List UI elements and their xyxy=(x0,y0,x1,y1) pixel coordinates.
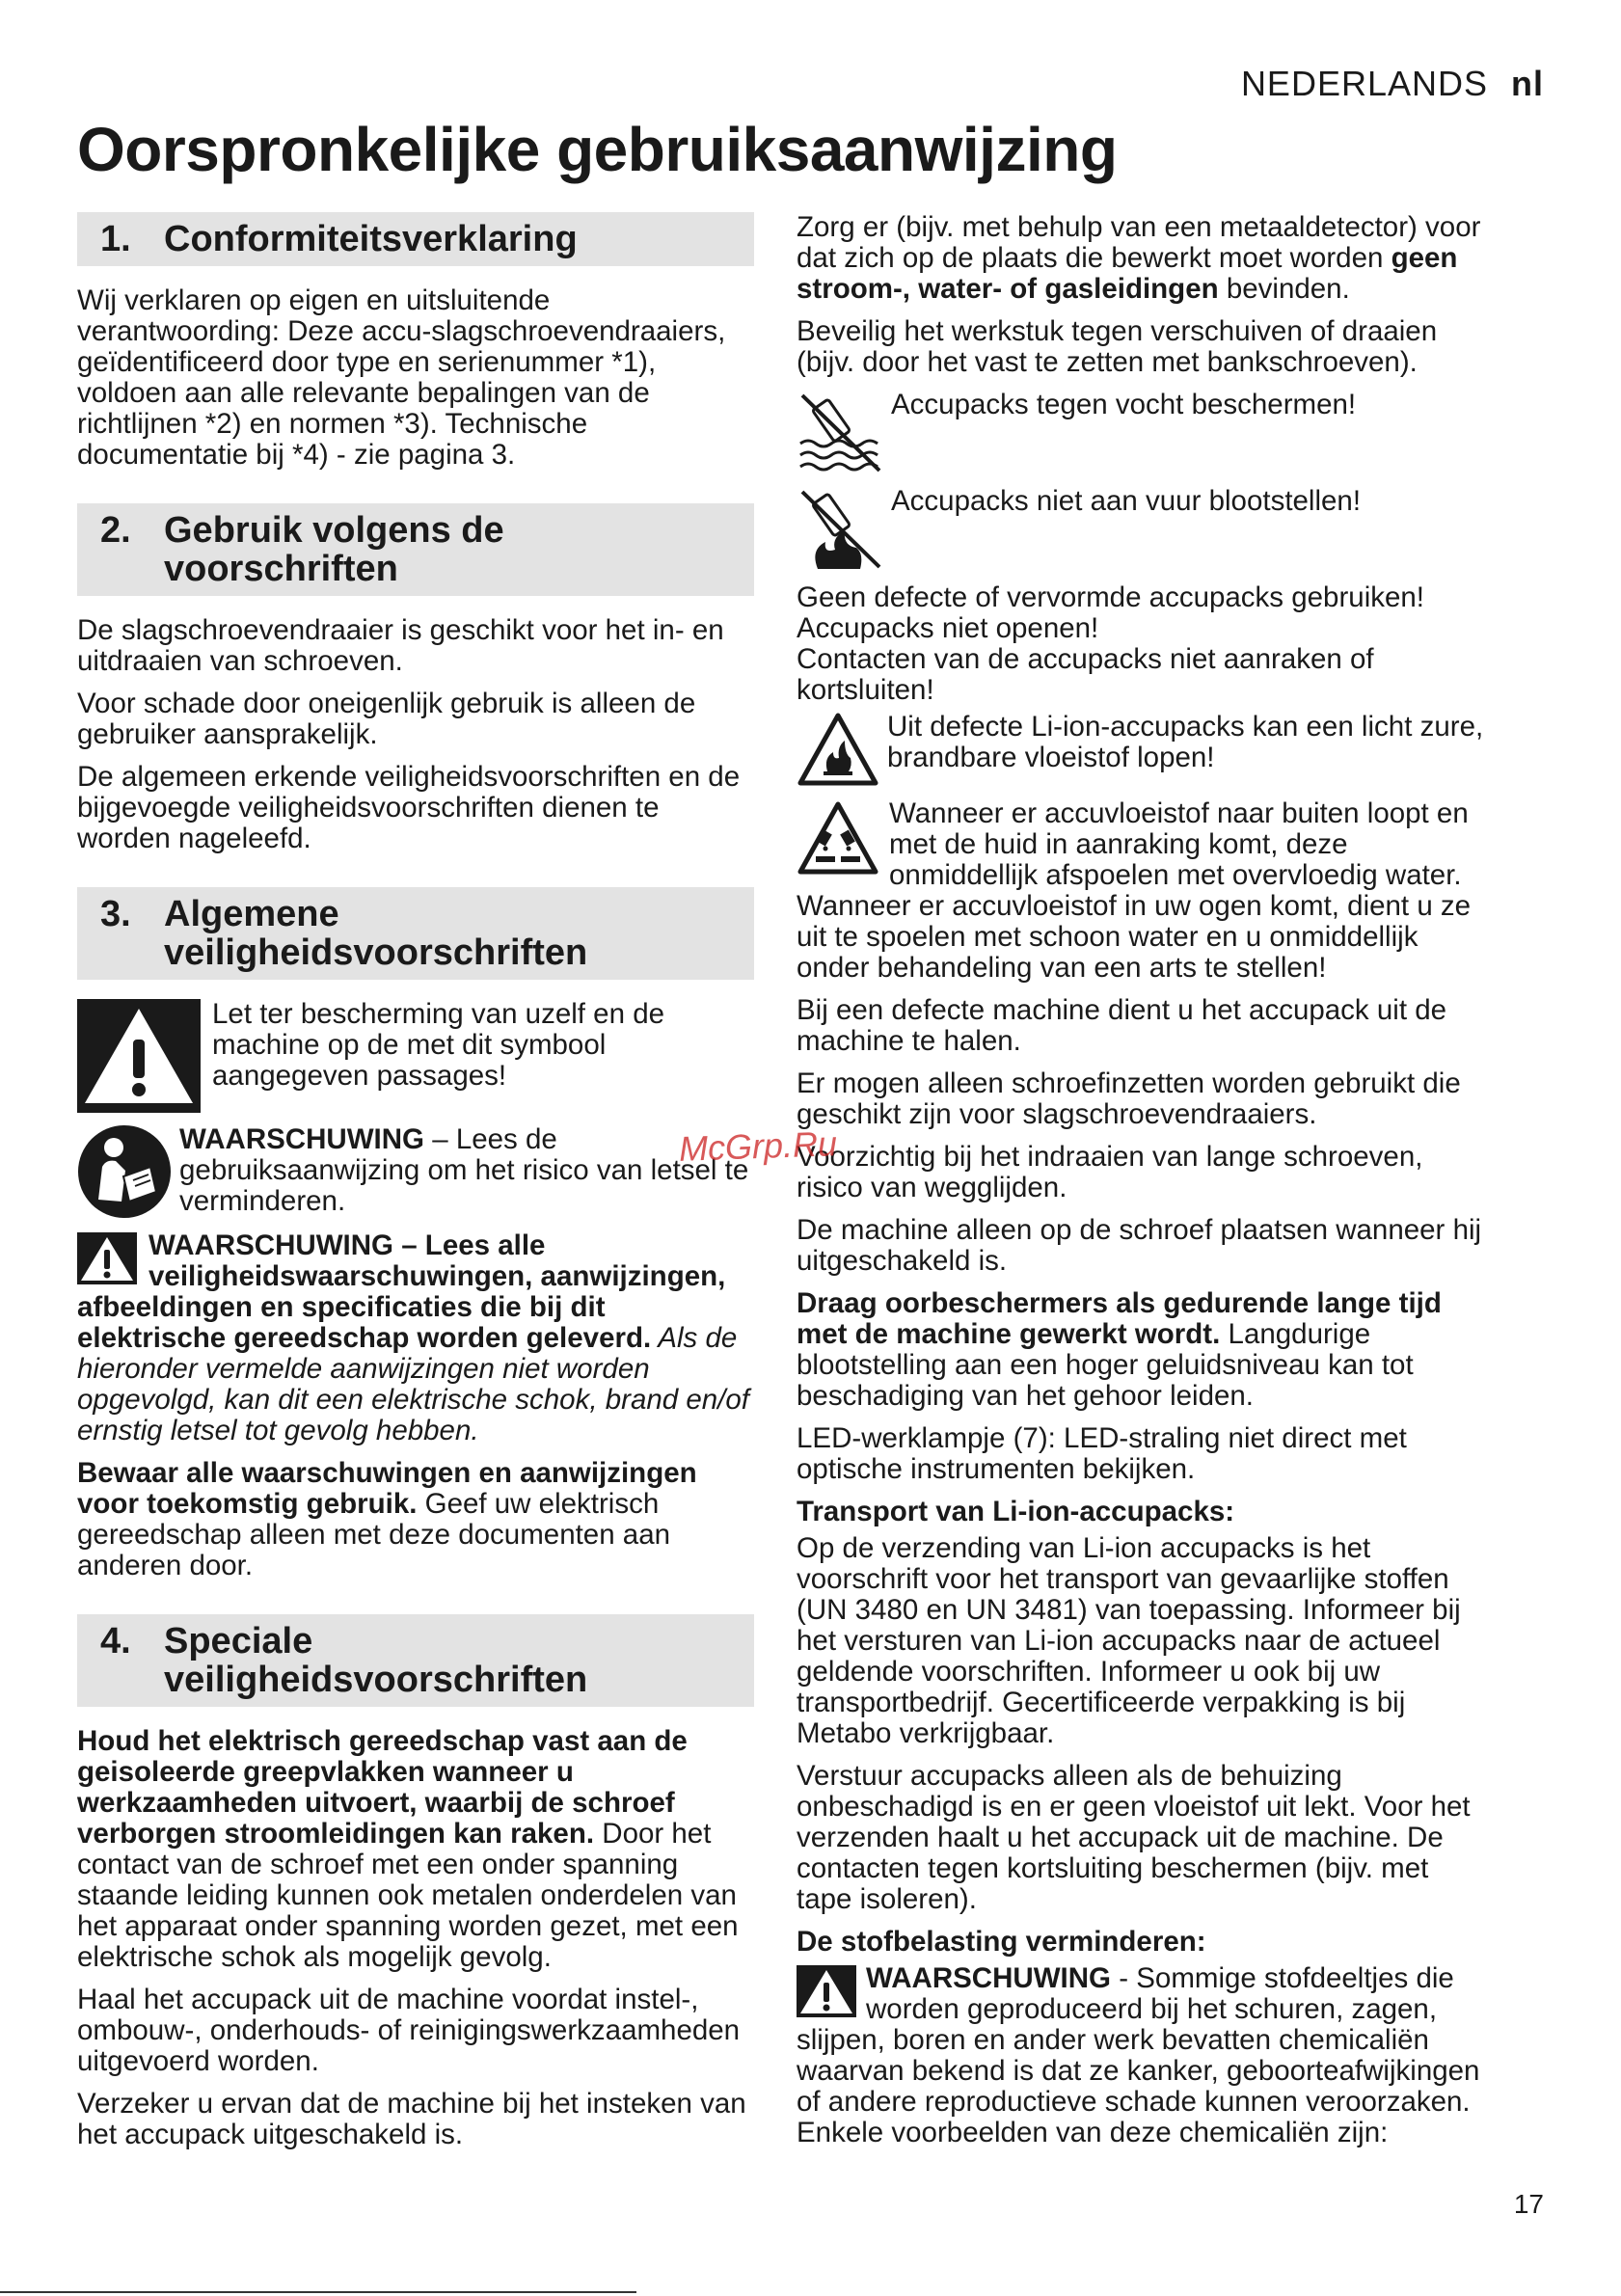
warning-small-icon xyxy=(77,1232,137,1284)
moisture-notice xyxy=(797,390,1485,474)
no-moisture-icon xyxy=(797,390,885,474)
defect-warnings: Geen defecte of vervormde accupacks gebruiken! Accupacks niet openen! Contacten van de accupacks niet aanraken of kortsluiten! xyxy=(797,581,1425,706)
warning-large-icon xyxy=(77,999,201,1113)
flammable-notice xyxy=(797,712,1485,787)
transport-heading: Transport van Li-ion-accupacks: xyxy=(797,1496,1235,1527)
conformity-text: Wij verklaren op eigen en uitsluitende verantwoording: Deze accu-slagschroevendraaiers, geïdentificeerd door type en serienummer *1), voldoen aan alle relevante bepalingen van de richtlijnen *2) en normen *3). Technische documentatie bij *4) - zie pagina 3. xyxy=(77,284,726,471)
section-number: 4. xyxy=(100,1621,131,1661)
general-warning-paragraph: WAARSCHUWING – Lees alle veiligheidswaarschuwingen, aanwijzingen, afbeeldingen en specificaties die bij dit elektrische gereedschap worden geleverd. Als de hieronder vermelde aanwijzingen niet worden opgevolgd, kan dit een elektrische schok, brand en/of ernstig letsel tot gevolg hebben. xyxy=(77,1229,749,1446)
flammable-text: Uit defecte Li-ion-accupacks kan een licht zure, brandbare vloeistof lopen! xyxy=(887,711,1484,773)
read-manual-notice xyxy=(77,1124,754,1219)
no-fire-icon xyxy=(797,486,885,571)
read-manual-text: WAARSCHUWING – Lees de gebruiksaanwijzing om het risico van letsel te verminderen. xyxy=(179,1123,749,1217)
insulated-grip-paragraph: Houd het elektrisch gereedschap vast aan de geisoleerde greepvlakken wanneer u werkzaamheden uitvoert, waarbij de schroef verborgen stroomleidingen kan raken. Door het contact van de schroef met een onder spanning staande leiding kunnen ook metalen onderdelen van het apparaat onder spanning worden gezet, met een elektrische schok als mogelijk gevolg. xyxy=(77,1725,739,1973)
section-heading-4 xyxy=(77,1614,754,1707)
section-title: Gebruik volgens de voorschriften xyxy=(164,510,504,589)
section-number: 2. xyxy=(100,510,131,551)
metal-detector-paragraph: Zorg er (bijv. met behulp van een metaaldetector) voor dat zich op de plaats die bewerkt moet worden geen stroom-, water- of gasleidingen bevinden. xyxy=(797,211,1481,305)
page-number: 17 xyxy=(1513,2189,1544,2219)
fire-notice xyxy=(797,486,1485,571)
warning-symbol-notice xyxy=(77,999,754,1113)
section-heading-2 xyxy=(77,503,754,596)
left-column xyxy=(77,212,754,2162)
section-title: Speciale veiligheidsvoorschriften xyxy=(164,1621,588,1700)
moisture-text: Accupacks tegen vocht beschermen! xyxy=(891,389,1357,420)
divider xyxy=(0,2291,636,2293)
section-title: Algemene veiligheidsvoorschriften xyxy=(164,894,588,973)
paragraph: Er mogen alleen schroefinzetten worden gebruikt die geschikt zijn voor slagschroevendraaiers. xyxy=(797,1067,1461,1130)
paragraph: Beveilig het werkstuk tegen verschuiven of draaien (bijv. door het vast te zetten met bankschroeven). xyxy=(797,315,1438,378)
paragraph: De machine alleen op de schroef plaatsen wanneer hij uitgeschakeld is. xyxy=(797,1214,1482,1277)
watermark: McGrp.Ru xyxy=(678,1123,838,1169)
paragraph: LED-werklampje (7): LED-straling niet direct met optische instrumenten bekijken. xyxy=(797,1422,1407,1485)
section-title: Conformiteitsverklaring xyxy=(164,219,578,259)
paragraph: Voorzichtig bij het indraaien van lange schroeven, risico van wegglijden. xyxy=(797,1141,1423,1203)
corrosive-hazard-icon xyxy=(797,800,879,876)
paragraph: Voor schade door oneigenlijk gebruik is alleen de gebruiker aansprakelijk. xyxy=(77,688,696,750)
keep-instructions-paragraph: Bewaar alle waarschuwingen en aanwijzingen voor toekomstig gebruik. Geef uw elektrisch gereedschap alleen met deze documenten aan anderen door. xyxy=(77,1457,697,1581)
ear-protection-paragraph: Draag oorbeschermers als gedurende lange tijd met de machine gewerkt wordt. Langdurige blootstelling aan een hoger geluidsniveau kan tot beschadiging van het gehoor leiden. xyxy=(797,1287,1442,1412)
section-heading-1 xyxy=(77,212,754,266)
dust-warning-paragraph: WAARSCHUWING - Sommige stofdeeltjes die worden geproduceerd bij het schuren, zagen, slijpen, boren en ander werk bevatten chemicaliën waarvan bekend is dat ze kanker, geboorteafwijkingen of andere reproductieve schade kunnen veroorzaken. Enkele voorbeelden van deze chemicaliën zijn: xyxy=(797,1962,1480,2148)
paragraph: Verzeker u ervan dat de machine bij het insteken van het accupack uitgeschakeld is. xyxy=(77,2088,746,2150)
corrosive-notice: Wanneer er accuvloeistof naar buiten loopt en met de huid in aanraking komt, deze onmiddellijk afspoelen met overvloedig water. Wanneer er accuvloeistof in uw ogen komt, dient u ze uit te spoelen met schoon water en u onmiddellijk onder behandeling van een arts te stellen! xyxy=(797,797,1472,984)
right-column xyxy=(797,212,1485,2160)
flammable-hazard-icon xyxy=(797,712,879,787)
section-number: 1. xyxy=(100,219,131,259)
warning-small-icon xyxy=(797,1965,856,2017)
section-heading-3 xyxy=(77,887,754,980)
page-title: Oorspronkelijke gebruiksaanwijzing xyxy=(77,115,1118,184)
warning-symbol-text: Let ter bescherming van uzelf en de machine op de met dit symbool aangegeven passages! xyxy=(212,998,665,1092)
paragraph: De algemeen erkende veiligheidsvoorschriften en de bijgevoegde veiligheidsvoorschriften dienen te worden nageleefd. xyxy=(77,761,741,854)
language-code: nl xyxy=(1511,64,1544,103)
paragraph: De slagschroevendraaier is geschikt voor het in- en uitdraaien van schroeven. xyxy=(77,614,724,677)
fire-text: Accupacks niet aan vuur blootstellen! xyxy=(891,485,1362,517)
paragraph: Op de verzending van Li-ion accupacks is het voorschrift voor het transport van gevaarlijke stoffen (UN 3480 en UN 3481) van toepassing. Informeer bij het versturen van Li-ion accupacks naar de actueel geldende voorschriften. Informeer u ook bij uw transportbedrijf. Gecertificeerde verpakking is bij Metabo verkrijgbaar. xyxy=(797,1532,1461,1749)
language-name: NEDERLANDS xyxy=(1240,64,1488,103)
paragraph: Verstuur accupacks alleen als de behuizing onbeschadigd is en er geen vloeistof uit lekt. Voor het verzenden haalt u het accupack uit de machine. De contacten tegen kortsluiting beschermen (bijv. met tape isoleren). xyxy=(797,1760,1471,1915)
read-manual-icon xyxy=(77,1124,172,1219)
section-number: 3. xyxy=(100,894,131,934)
paragraph: Bij een defecte machine dient u het accupack uit de machine te halen. xyxy=(797,994,1447,1057)
paragraph: Haal het accupack uit de machine voordat instel-, ombouw-, onderhouds- of reinigingswerkzaamheden uitgevoerd worden. xyxy=(77,1984,741,2077)
dust-heading: De stofbelasting verminderen: xyxy=(797,1926,1206,1958)
language-header xyxy=(1241,64,1544,104)
